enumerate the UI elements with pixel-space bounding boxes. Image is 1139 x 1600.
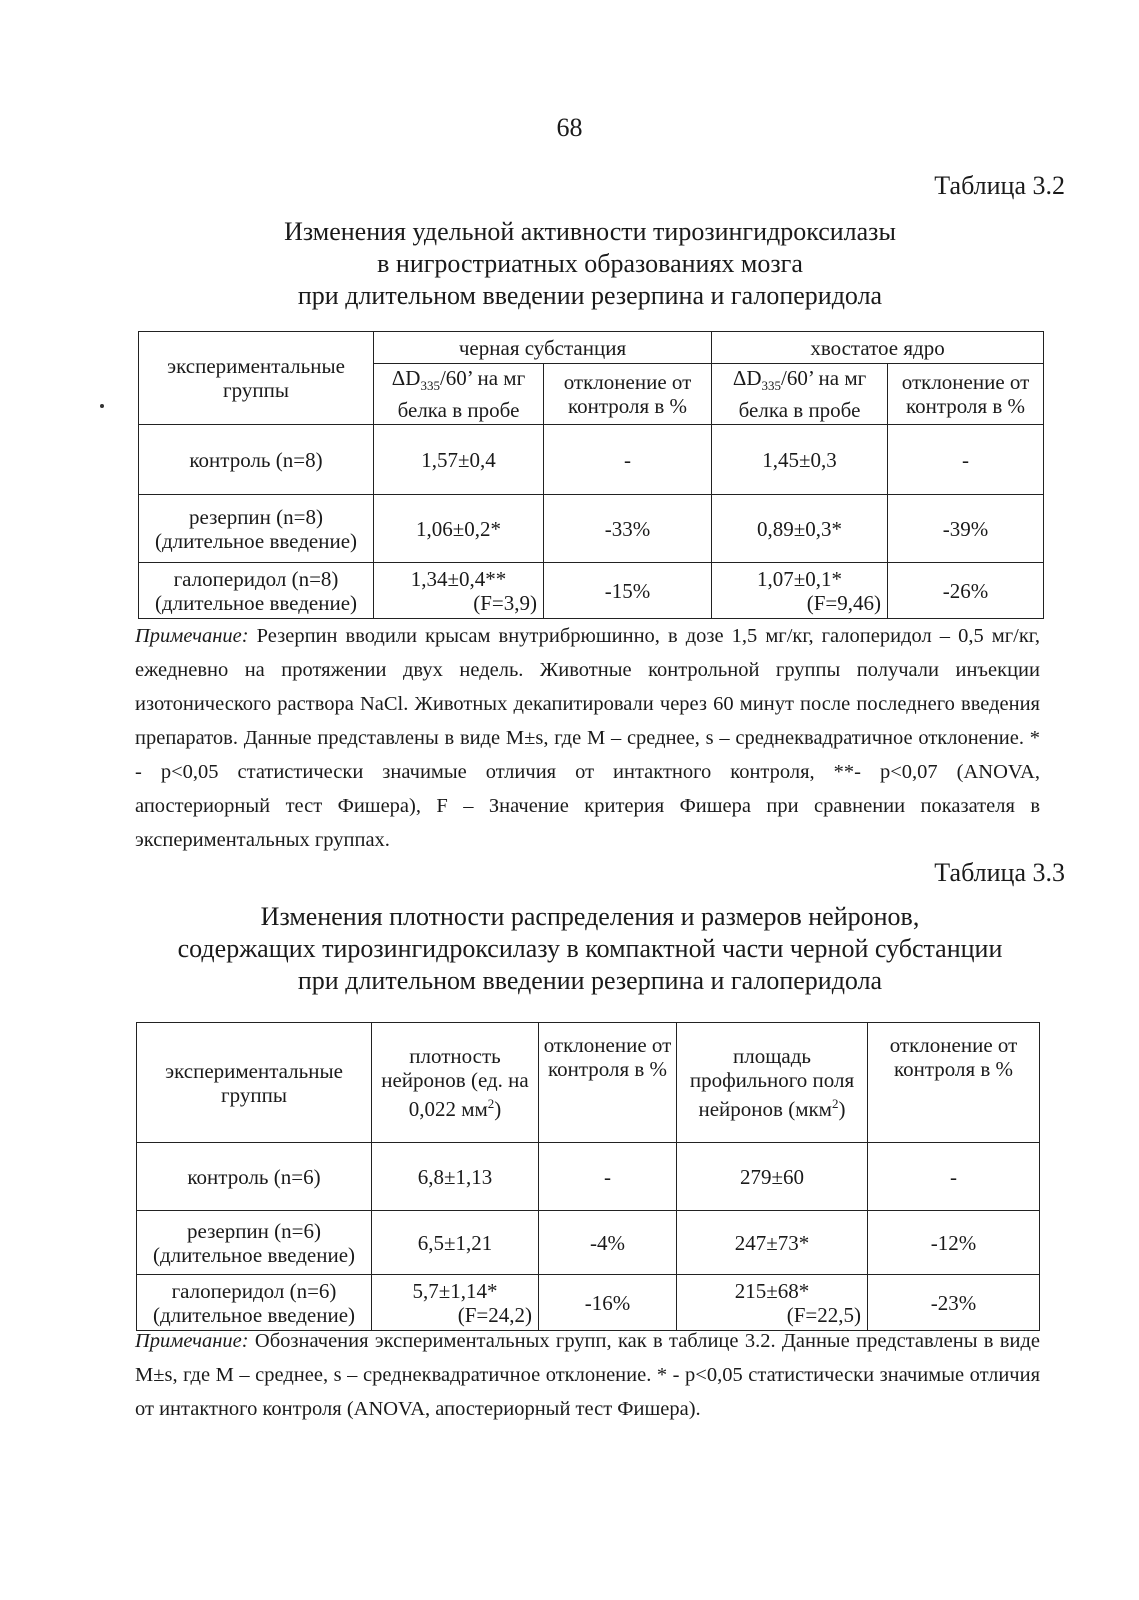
table-row [139, 495, 1044, 563]
table-3-3-label: Таблица 3.3 [934, 858, 1065, 887]
cell-sn-deviation: -15% [544, 563, 712, 619]
header-density-deviation: отклонение от контроля в % [539, 1023, 677, 1143]
row-group: резерпин (n=8) (длительное введение) [139, 495, 374, 563]
cell-density-value: 6,5±1,21 [372, 1211, 539, 1275]
table-row [137, 1211, 1040, 1275]
title-line: при длительном введении резерпина и галоперидола [297, 966, 883, 995]
cell-area-deviation: -12% [868, 1211, 1040, 1275]
table-3-2-note [135, 619, 1040, 857]
note-text: Резерпин вводили крысам внутрибрюшинно, в дозе 1,5 мг/кг, галоперидол – 0,5 мг/кг, ежедневно на протяжении двух недель. Животные контрольной группы получали инъекции изотонического раствора NaCl. Животных декапитировали через 60 минут после последнего введения препаратов. Данные представлены в виде M±s, где M – среднее, s – среднеквадратичное отклонение. * - p<0,05 статистически значимые отличия от интактного контроля, **- p<0,07 (ANOVA, апостериорный тест Фишера), F – Значение критерия Фишера при сравнении показателя в экспериментальных группах. [135, 625, 1041, 851]
header-cn-activity: $\Delta D_{335}/60$’ на мг белка в пробе [712, 364, 888, 425]
note-label: Примечание: [135, 625, 249, 647]
header-substantia-nigra: черная субстанция [374, 332, 712, 364]
title-line: при длительном введении резерпина и галоперидола [297, 281, 883, 310]
table-3-2 [138, 331, 1044, 619]
header-area: площадь профильного поля нейронов (мкм$^2$) [677, 1023, 868, 1143]
cell-sn-value: 1,06±0,2* [374, 495, 544, 563]
cell-sn-value: 1,34±0,4** (F=3,9) [374, 563, 544, 619]
cell-sn-value: 1,57±0,4 [374, 425, 544, 495]
cell-cn-deviation: -39% [888, 495, 1044, 563]
cell-cn-value: 1,45±0,3 [712, 425, 888, 495]
cell-sn-deviation: - [544, 425, 712, 495]
cell-cn-deviation: - [888, 425, 1044, 495]
table-row [139, 563, 1044, 619]
header-sn-activity: $\Delta D_{335}/60$’ на мг белка в пробе [374, 364, 544, 425]
row-group: галоперидол (n=8) (длительное введение) [139, 563, 374, 619]
table-3-2-label: Таблица 3.2 [934, 171, 1065, 200]
header-area-deviation: отклонение от контроля в % [868, 1023, 1040, 1143]
header-sn-deviation: отклонение от контроля в % [544, 364, 712, 425]
title-line: Изменения плотности распределения и размеров нейронов, [260, 902, 920, 931]
cell-sn-deviation: -33% [544, 495, 712, 563]
cell-area-value: 215±68* (F=22,5) [677, 1275, 868, 1331]
note-label: Примечание: [135, 1330, 249, 1352]
page-number: 68 [556, 113, 583, 142]
note-text: Обозначения экспериментальных групп, как в таблице 3.2. Данные представлены в виде M±s, где M – среднее, s – среднеквадратичное отклонение. * - p<0,05 статистически значимые отличия от интактного контроля (ANOVA, апостериорный тест Фишера). [135, 1330, 1040, 1420]
title-line: Изменения удельной активности тирозингидроксилазы [284, 217, 896, 246]
header-groups: экспериментальные группы [137, 1023, 372, 1143]
row-group: резерпин (n=6) (длительное введение) [137, 1211, 372, 1275]
table-row [137, 1275, 1040, 1331]
table-row [139, 425, 1044, 495]
cell-area-value: 247±73* [677, 1211, 868, 1275]
row-group: контроль (n=8) [139, 425, 374, 495]
table-3-2-title [0, 216, 1139, 312]
cell-cn-value: 0,89±0,3* [712, 495, 888, 563]
cell-cn-deviation: -26% [888, 563, 1044, 619]
cell-area-deviation: -23% [868, 1275, 1040, 1331]
row-group: галоперидол (n=6) (длительное введение) [137, 1275, 372, 1331]
table-row [137, 1143, 1040, 1211]
row-group: контроль (n=6) [137, 1143, 372, 1211]
cell-density-value: 5,7±1,14* (F=24,2) [372, 1275, 539, 1331]
header-groups: экспериментальные группы [139, 332, 374, 425]
cell-density-deviation: -4% [539, 1211, 677, 1275]
header-caudate-nucleus: хвостатое ядро [712, 332, 1044, 364]
title-line: в нигростриатных образованиях мозга [377, 249, 803, 278]
cell-density-value: 6,8±1,13 [372, 1143, 539, 1211]
cell-density-deviation: -16% [539, 1275, 677, 1331]
header-density: плотность нейронов (ед. на 0,022 $мм^2$) [372, 1023, 539, 1143]
table-3-3-title [0, 901, 1139, 997]
header-cn-deviation: отклонение от контроля в % [888, 364, 1044, 425]
table-3-3-note [135, 1324, 1040, 1426]
cell-cn-value: 1,07±0,1* (F=9,46) [712, 563, 888, 619]
cell-area-deviation: - [868, 1143, 1040, 1211]
title-line: содержащих тирозингидроксилазу в компактной части черной субстанции [177, 934, 1003, 963]
table-3-3 [136, 1022, 1040, 1331]
cell-area-value: 279±60 [677, 1143, 868, 1211]
stray-dot [100, 404, 104, 408]
cell-density-deviation: - [539, 1143, 677, 1211]
